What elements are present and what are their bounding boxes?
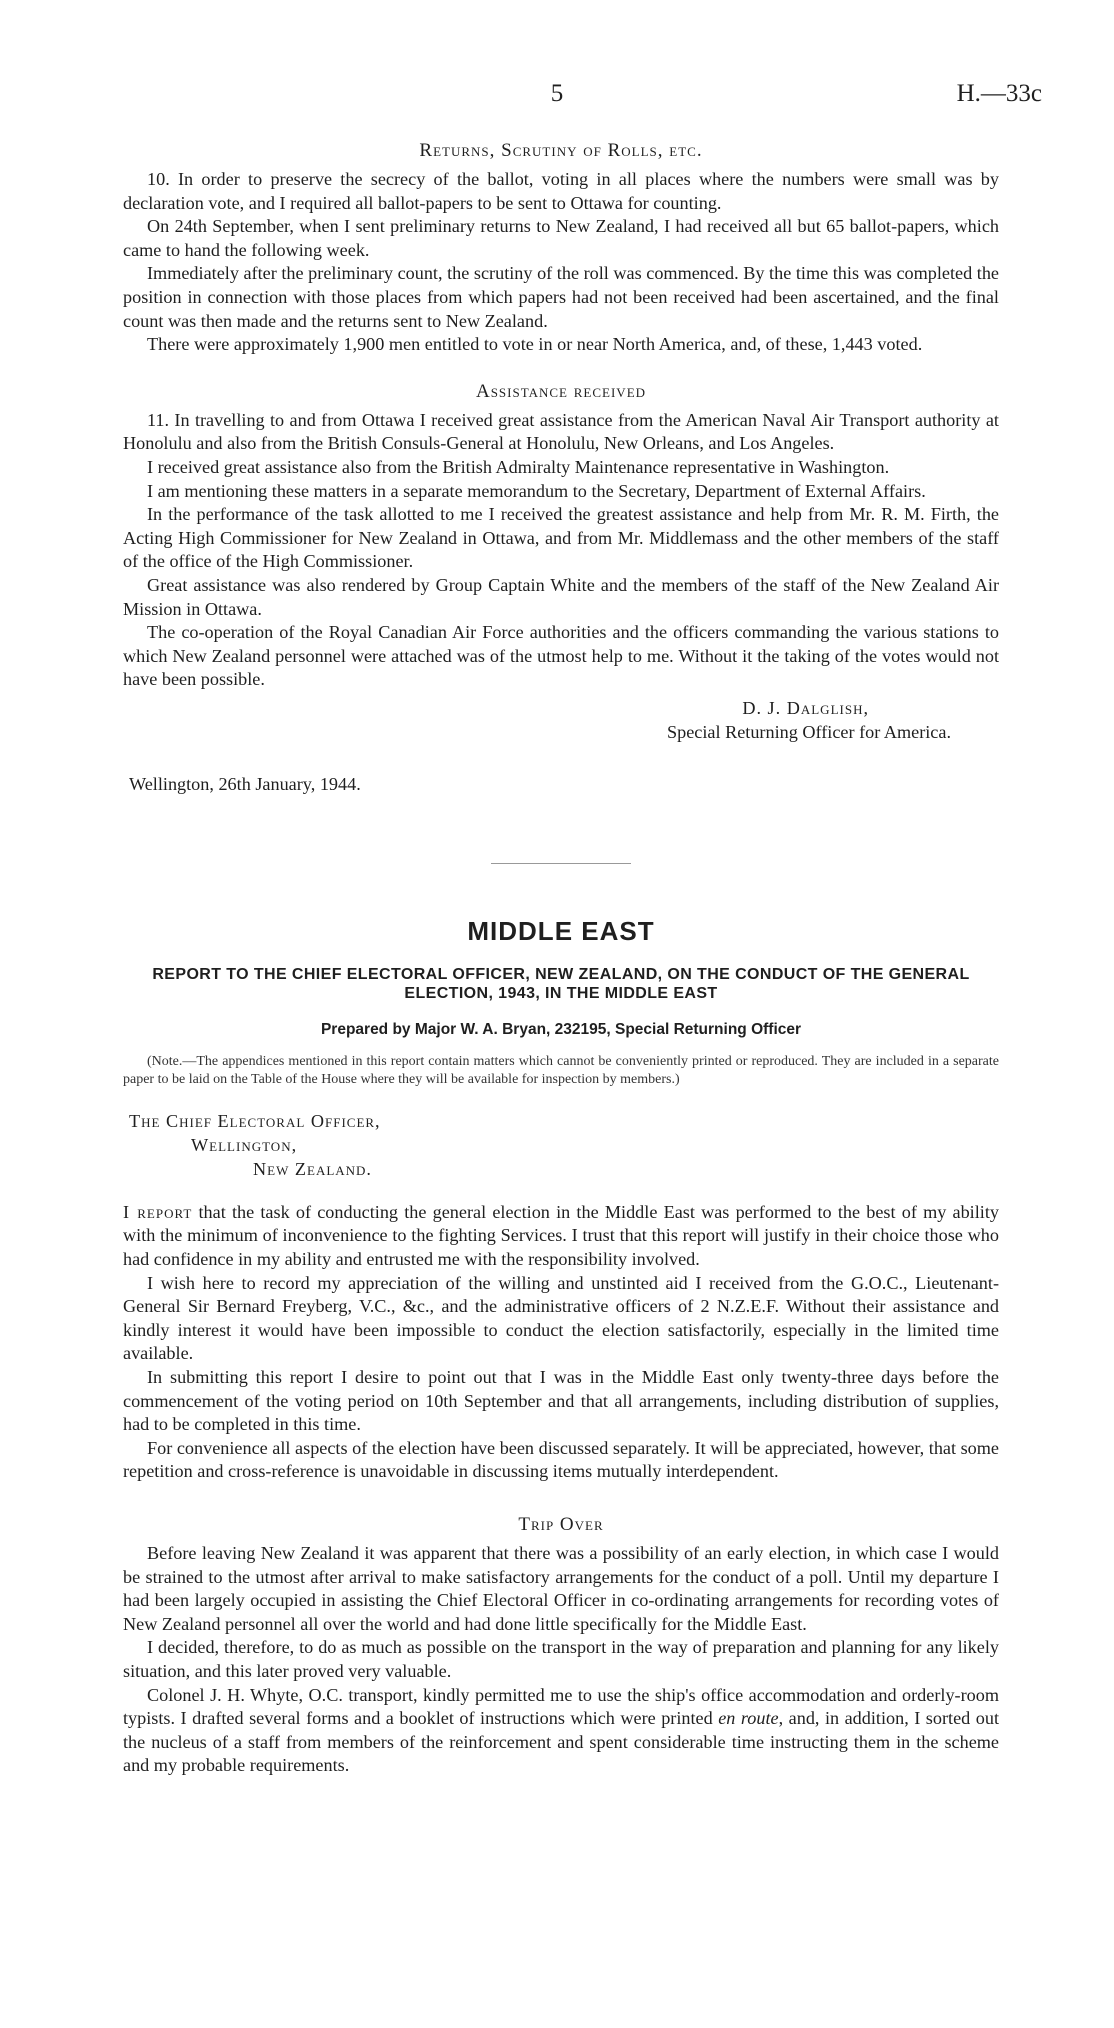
paragraph: Before leaving New Zealand it was apparent that there was a possibility of an early election, in which case I would be strained to the utmost after arrival to make satisfactory arrangements for the conduct of a poll. Until my departure I had been largely occupied in assisting the Chief Electoral Officer in co-ordinating arrangements for recording votes of New Zealand personnel all over the world and had done little specifically for the Middle East. [123,1543,999,1634]
addressee-block [123,1109,999,1181]
paragraph: There were approximately 1,900 men entitled to vote in or near North America, and, of these, 1,443 voted. [147,334,923,355]
signature-name: D. J. Dalglish, [742,697,869,718]
paragraph: In the performance of the task allotted to me I received the greatest assistance and help from Mr. R. M. Firth, the Acting High Commissioner for New Zealand in Ottawa, and from Mr. Middlemass and the other members of the staff of the office of the High Commissioner. [123,504,999,572]
section-trip-over [123,1514,999,1778]
italic-phrase: en route [718,1708,779,1729]
paragraph-text: Colonel J. H. Whyte, O.C. transport, kindly permitted me to use the ship's office accommodation and orderly-room typists. I drafted several forms and a booklet of instructions which were printed [123,1684,999,1729]
paragraph: On 24th September, when I sent preliminary returns to New Zealand, I had received all but 65 ballot-papers, which came to hand the following week. [123,216,999,260]
section-heading-returns: Returns, Scrutiny of Rolls, etc. [419,140,703,161]
report-title: REPORT TO THE CHIEF ELECTORAL OFFICER, NEW ZEALAND, ON THE CONDUCT OF THE GENERAL ELECTION, 1943, IN THE MIDDLE EAST [152,965,970,1002]
signature-title: Special Returning Officer for America. [667,721,951,742]
paragraph-text: that the task of conducting the general election in the Middle East was performed to the best of my ability with the minimum of inconvenience to the fighting Services. I trust that this report will justify in their choice those who had confidence in my ability and entrusted me with the responsibility involved. [123,1201,999,1270]
section-assistance [123,381,999,795]
prepared-by: Prepared by Major W. A. Bryan, 232195, Special Returning Officer [320,1020,802,1038]
paragraph: 11. In travelling to and from Ottawa I received great assistance from the American Naval Air Transport authority at Honolulu and also from the British Consuls-General at Honolulu, New Orleans, and Los Angeles. [123,409,999,454]
paragraph: Immediately after the preliminary count, the scrutiny of the roll was commenced. By the time this was completed the position in connection with those places from which papers had not been received had been ascertained, and the final count was then made and the returns sent to New Zealand. [123,263,999,331]
section-heading-trip-over: Trip Over [518,1514,604,1535]
paragraph: In submitting this report I desire to point out that I was in the Middle East only twenty-three days before the commencement of the voting period on 10th September and that all arrangements, including distribution of supplies, had to be completed in this time. [123,1367,999,1435]
section-divider [491,863,631,864]
dateline: Wellington, 26th January, 1944. [129,773,361,794]
section-heading-assistance: Assistance received [475,380,647,402]
paragraph: The co-operation of the Royal Canadian Air Force authorities and the officers commanding the various stations to which New Zealand personnel were attached was of the utmost help to me. Without it the taking of the votes would not have been possible. [123,622,999,690]
paragraph: Great assistance was also rendered by Group Captain White and the members of the staff of the New Zealand Air Mission in Ottawa. [123,574,999,619]
addressee-line: The Chief Electoral Officer, [129,1110,381,1131]
document-reference: H.—33c [956,80,1042,107]
paragraph: I decided, therefore, to do as much as possible on the transport in the way of preparation and planning for any likely situation, and this later proved very valuable. [123,1637,999,1681]
paragraph [123,1684,999,1778]
report-heading: MIDDLE EAST [467,915,655,946]
opening-words: I report [123,1201,193,1222]
paragraph: I received great assistance also from the British Admiralty Maintenance representative in Washington. [147,456,890,477]
paragraph [123,1201,999,1272]
addressee-line: Wellington, [191,1134,298,1155]
addressee-line: New Zealand. [253,1158,372,1179]
paragraph: I am mentioning these matters in a separate memorandum to the Secretary, Department of External Affairs. [147,480,926,501]
paragraph: I wish here to record my appreciation of the willing and unstinted aid I received from the G.O.C., Lieutenant-General Sir Bernard Freyberg, V.C., &c., and the administrative officers of 2 N.Z.E.F. Without their assistance and kindly interest it would have been impossible to conduct the election satisfactorily, especially in the limited time available. [123,1272,999,1364]
paragraph: For convenience all aspects of the election have been discussed separately. It will be appreciated, however, that some repetition and cross-reference is unavoidable in discussing items mutually interdependent. [123,1437,999,1482]
page-content [123,140,999,1778]
paragraph: 10. In order to preserve the secrecy of the ballot, voting in all places where the numbers were small was by declaration vote, and I required all ballot-papers to be sent to Ottawa for counting. [123,169,999,213]
paragraph-text: , and, in addition, I sorted out the nucleus of a staff from members of the reinforcement and spent considerable time instructing them in the scheme and my probable requirements. [123,1708,999,1776]
appendices-note: (Note.—The appendices mentioned in this report contain matters which cannot be conveniently printed or reproduced. They are included in a separate paper to be laid on the Table of the House where they will be available for inspection by members.) [123,1053,999,1087]
page-number: 5 [550,80,564,107]
middle-east-report [123,916,999,1484]
